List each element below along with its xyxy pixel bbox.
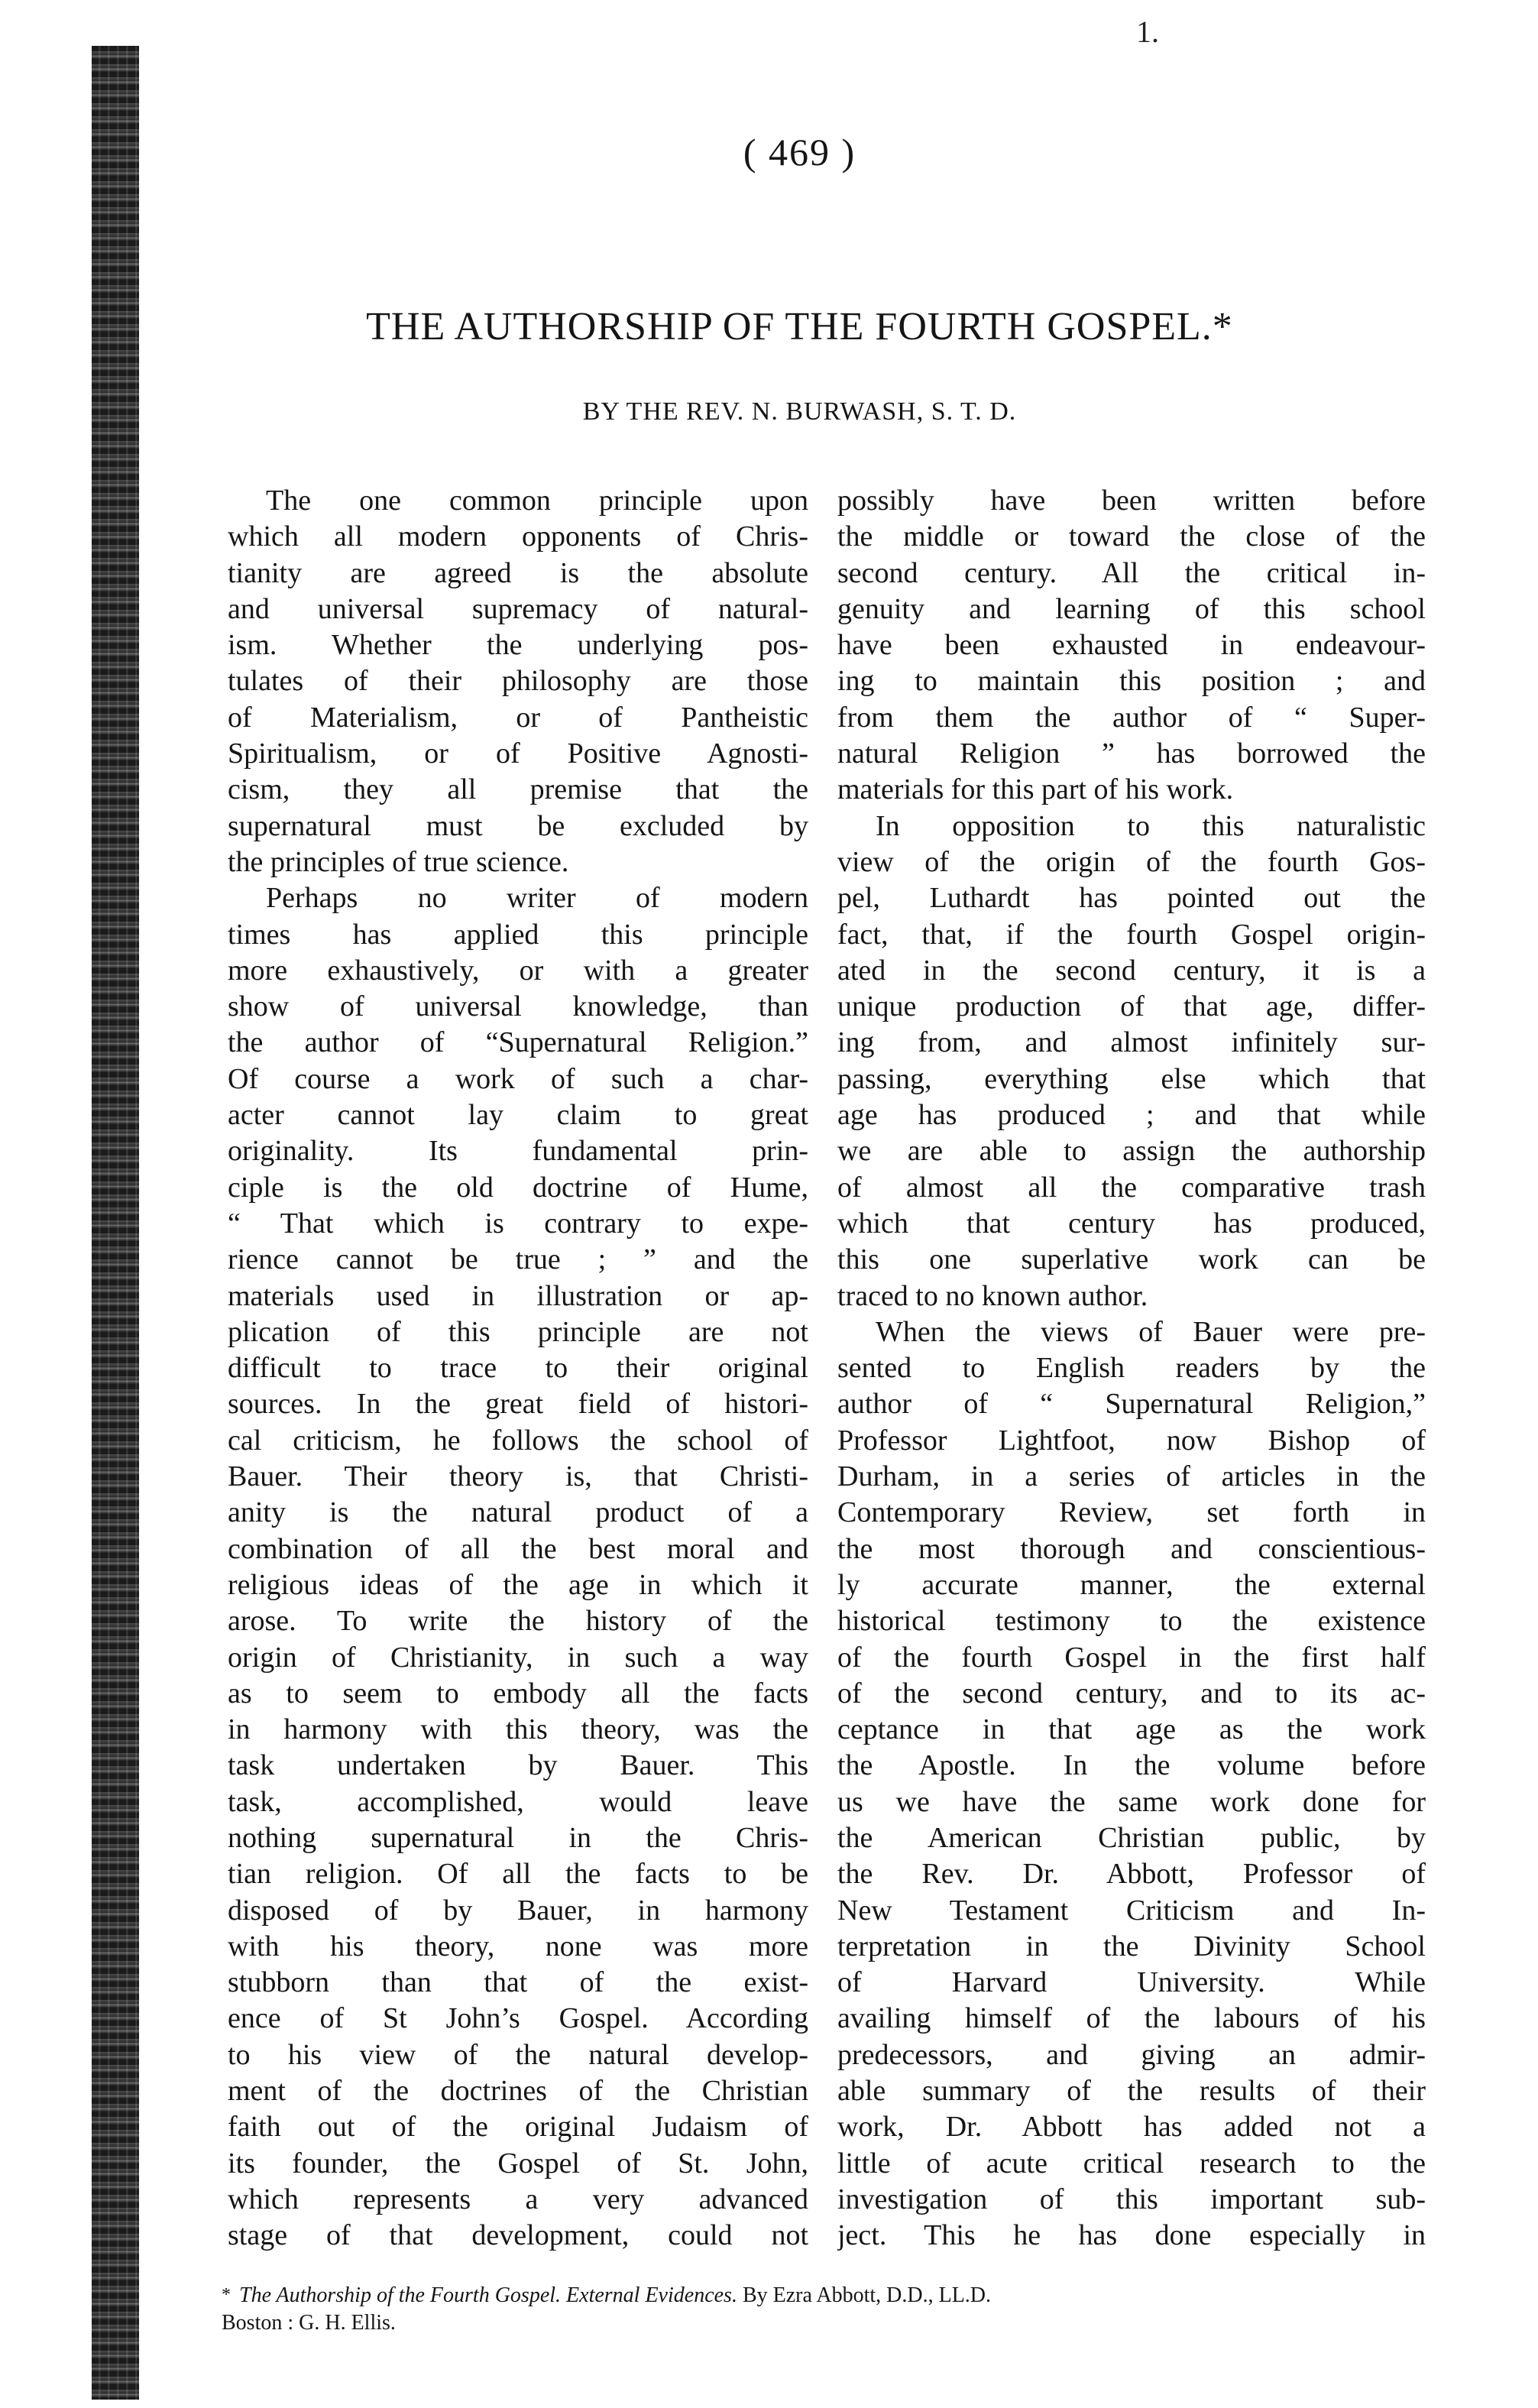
text-line: sented to English readers by the (837, 1352, 1426, 1385)
text-line: ing from, and almost infinitely sur- (837, 1026, 1426, 1059)
text-line: rience cannot be true ; ” and the (228, 1243, 808, 1276)
text-line: sources. In the great field of histori- (228, 1388, 808, 1421)
text-line: supernatural must be excluded by (228, 809, 808, 842)
text-line: pel, Luthardt has pointed out the (837, 882, 1426, 915)
corner-mark: 1. (1136, 15, 1159, 49)
text-line: fact, that, if the fourth Gospel origin- (837, 918, 1426, 951)
text-line: natural Religion ” has borrowed the (837, 737, 1426, 770)
text-line: the principles of true science. (228, 845, 569, 878)
text-line: investigation of this important sub- (837, 2183, 1426, 2215)
text-line: of the second century, and to its ac- (837, 1677, 1426, 1710)
page-binding-edge (92, 46, 139, 2400)
text-line: us we have the same work done for (837, 1785, 1426, 1818)
text-line: ceptance in that age as the work (837, 1713, 1426, 1746)
text-line: from them the author of “ Super- (837, 701, 1426, 734)
footnote-publisher: Boston : G. H. Ellis. (222, 2311, 396, 2335)
footnote-author: By Ezra Abbott, D.D., LL.D. (742, 2283, 992, 2307)
text-line: cal criticism, he follows the school of (228, 1424, 808, 1457)
text-line: traced to no known author. (837, 1279, 1148, 1312)
text-line: tian religion. Of all the facts to be (228, 1858, 808, 1891)
text-line: little of acute critical research to the (837, 2147, 1426, 2180)
text-line: ject. This he has done especially in (837, 2219, 1426, 2252)
text-line: passing, everything else which that (837, 1062, 1426, 1095)
text-line: of Harvard University. While (837, 1966, 1426, 1999)
text-line: the middle or toward the close of the (837, 520, 1426, 553)
text-line: acter cannot lay claim to great (228, 1099, 808, 1132)
text-line: the most thorough and conscientious- (837, 1532, 1426, 1565)
text-line: cism, they all premise that the (228, 773, 808, 806)
text-line: nothing supernatural in the Chris- (228, 1821, 808, 1854)
text-line: New Testament Criticism and In- (837, 1894, 1426, 1927)
text-line: terpretation in the Divinity School (837, 1930, 1426, 1962)
text-line: its founder, the Gospel of St. John, (228, 2147, 808, 2180)
text-line: religious ideas of the age in which it (228, 1568, 808, 1601)
text-line: The one common principle upon (266, 485, 808, 517)
text-line: which all modern opponents of Chris- (228, 520, 808, 553)
text-line: difficult to trace to their original (228, 1352, 808, 1385)
text-line: of the fourth Gospel in the first half (837, 1641, 1426, 1674)
footnote (222, 2281, 1431, 2337)
text-line: unique production of that age, differ- (837, 990, 1426, 1023)
text-line: genuity and learning of this school (837, 592, 1426, 625)
text-line: the author of “Supernatural Religion.” (228, 1026, 808, 1059)
footnote-mark: * (222, 2285, 231, 2305)
footnote-book-title: The Authorship of the Fourth Gospel. External Evidences. (239, 2283, 737, 2307)
text-line: faith out of the original Judaism of (228, 2111, 808, 2144)
text-line: as to seem to embody all the facts (228, 1677, 808, 1710)
text-line: Durham, in a series of articles in the (837, 1460, 1426, 1493)
text-line: In opposition to this naturalistic (876, 809, 1426, 842)
text-line: with his theory, none was more (228, 1930, 808, 1962)
text-line: age has produced ; and that while (837, 1099, 1426, 1132)
text-line: Of course a work of such a char- (228, 1062, 808, 1095)
text-line: historical testimony to the existence (837, 1605, 1426, 1638)
text-line: in harmony with this theory, was the (228, 1713, 808, 1746)
text-line: which represents a very advanced (228, 2183, 808, 2215)
text-line: which that century has produced, (837, 1207, 1426, 1240)
text-line: anity is the natural product of a (228, 1496, 808, 1529)
text-line: ly accurate manner, the external (837, 1568, 1426, 1601)
text-line: origin of Christianity, in such a way (228, 1641, 808, 1674)
left-column (228, 483, 808, 2254)
article-title: THE AUTHORSHIP OF THE FOURTH GOSPEL.* (366, 305, 1233, 348)
text-line: to his view of the natural develop- (228, 2038, 808, 2071)
text-line: ated in the second century, it is a (837, 954, 1426, 987)
text-line: Bauer. Their theory is, that Christi- (228, 1460, 808, 1493)
text-line: have been exhausted in endeavour- (837, 629, 1426, 662)
text-line: materials used in illustration or ap- (228, 1279, 808, 1312)
text-line: Perhaps no writer of modern (266, 882, 808, 915)
text-line: of almost all the comparative trash (837, 1171, 1426, 1204)
text-line: second century. All the critical in- (837, 556, 1426, 589)
text-line: author of “ Supernatural Religion,” (837, 1388, 1426, 1421)
text-line: tulates of their philosophy are those (228, 665, 808, 698)
text-line: the Apostle. In the volume before (837, 1749, 1426, 1782)
text-line: work, Dr. Abbott has added not a (837, 2111, 1426, 2144)
text-line: Spiritualism, or of Positive Agnosti- (228, 737, 808, 770)
text-line: materials for this part of his work. (837, 773, 1234, 806)
text-line: Professor Lightfoot, now Bishop of (837, 1424, 1426, 1457)
text-line: ment of the doctrines of the Christian (228, 2075, 808, 2108)
text-line: ism. Whether the underlying pos- (228, 629, 808, 662)
text-line: stage of that development, could not (228, 2219, 808, 2252)
text-line: and universal supremacy of natural- (228, 592, 808, 625)
text-line: more exhaustively, or with a greater (228, 954, 808, 987)
text-line: of Materialism, or of Pantheistic (228, 701, 808, 734)
text-line: possibly have been written before (837, 485, 1426, 517)
text-line: we are able to assign the authorship (837, 1135, 1426, 1168)
footnote-line (222, 2281, 1431, 2309)
text-line: the Rev. Dr. Abbott, Professor of (837, 1858, 1426, 1891)
text-line: When the views of Bauer were pre- (876, 1315, 1426, 1348)
text-line: “ That which is contrary to expe- (228, 1207, 808, 1240)
right-column (837, 483, 1426, 2254)
text-line: availing himself of the labours of his (837, 2002, 1426, 2035)
text-line: times has applied this principle (228, 918, 808, 951)
text-line: disposed of by Bauer, in harmony (228, 1894, 808, 1927)
text-line: show of universal knowledge, than (228, 990, 808, 1023)
text-line: able summary of the results of their (837, 2075, 1426, 2108)
text-line: task undertaken by Bauer. This (228, 1749, 808, 1782)
text-line: view of the origin of the fourth Gos- (837, 845, 1426, 878)
text-line: ence of St John’s Gospel. According (228, 2002, 808, 2035)
text-line: stubborn than that of the exist- (228, 1966, 808, 1999)
text-line: task, accomplished, would leave (228, 1785, 808, 1818)
text-line: ciple is the old doctrine of Hume, (228, 1171, 808, 1204)
text-line: tianity are agreed is the absolute (228, 556, 808, 589)
article-byline: BY THE REV. N. BURWASH, S. T. D. (582, 397, 1017, 426)
text-line: this one superlative work can be (837, 1243, 1426, 1276)
text-line: plication of this principle are not (228, 1315, 808, 1348)
page-number: ( 469 ) (743, 131, 856, 173)
text-line: the American Christian public, by (837, 1821, 1426, 1854)
text-line: combination of all the best moral and (228, 1532, 808, 1565)
text-line: ing to maintain this position ; and (837, 665, 1426, 698)
text-line: originality. Its fundamental prin- (228, 1135, 808, 1168)
text-line: arose. To write the history of the (228, 1605, 808, 1638)
text-line: predecessors, and giving an admir- (837, 2038, 1426, 2071)
text-line: Contemporary Review, set forth in (837, 1496, 1426, 1529)
